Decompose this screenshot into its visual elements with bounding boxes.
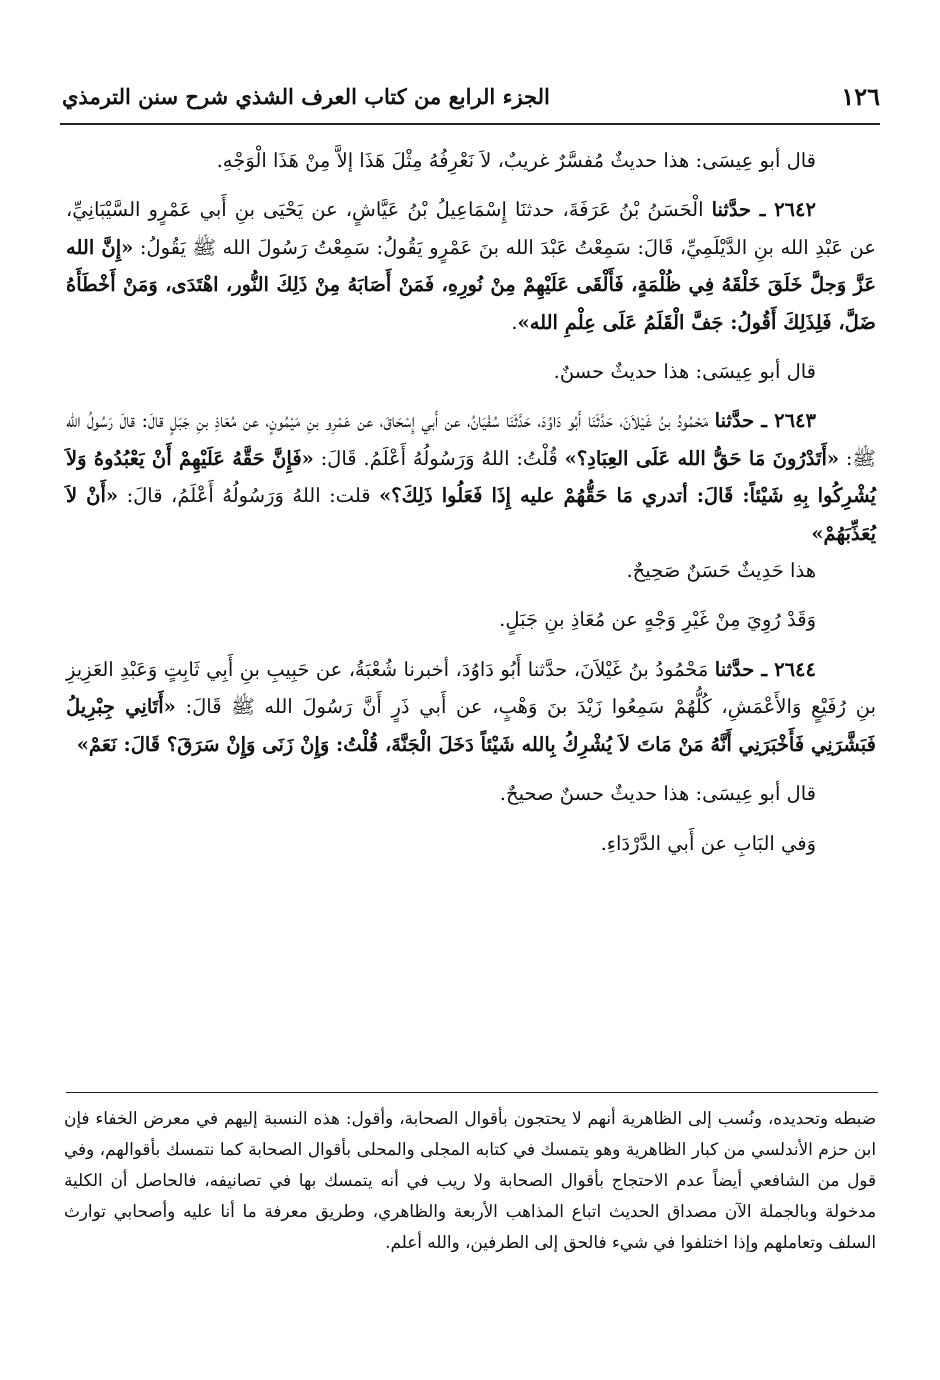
footnote-divider (66, 1092, 878, 1093)
footnote: ضبطه وتحديده، ونُسب إلى الظاهرية أنهم لا يحتجون بأقوال الصحابة، وأقول: هذه النسبة إليهم في معرض الخفاء فإن ابن حزم الأندلسي من كبار الظاهرية وهو يتمسك في كتابه المجلى والمحلى بأقوال الصحابة كما نتمسك بأقوالهم، وفي قول من الشافعي أيضاً عدم الاحتجاج بأقوال الصحابة ولا ريب في أنه يتمسك بها في تصانيفه، فالحاصل أن الكلية مدخولة وبالجملة الآن مصداق الحديث اتباع المذاهب الأربعة والظاهري، وطريق معرفة ما أنا عليه وأصحابي توارث السلف وتعاملهم وإذا اختلفوا في شيء فالحق إلى الطرفين، والله أعلم. (64, 1108, 876, 1252)
hadith-text: مَحْمُودُ بنُ غَيْلاَنَ، حدَّثنا أَبُو دَاوُدَ، أخبرنا شُعْبَةُ، عن حَبِيبِ بنِ أَبِي ثَابِتٍ وَعَبْدِ العَزِيزِ بنِ رُفَيْعٍ وَالأَعْمَشِ، كُلُّهُمْ سَمِعُوا زَيْدَ بنَ وَهْبٍ، عن أَبي ذَرٍ أَنَّ رَسُولَ الله ﷺ قَالَ: (66, 657, 876, 719)
hadith-text: . (511, 310, 518, 334)
paragraph-comment-2: قال أبو عِيسَى: هذا حديثٌ حسنٌ. (553, 360, 816, 384)
hadith-matn: «فَإِنَّ حَقَّهُ عَلَيْهِمْ أَنْ يَعْبُدُوهُ وَلاَ يُشْرِكُوا بِهِ شَيْئاً: قَالَ: أتدري مَا حَقُّهُمْ عليه إِذَا فَعَلُوا ذَلِكَ؟» (66, 446, 876, 508)
paragraph-grading: هذا حَدِيثٌ حَسَنٌ صَحِيحٌ. (626, 559, 816, 583)
hadith-number: ٢٦٤٣ ـ حدَّثنا (714, 409, 816, 433)
paragraph-comment-1: قال أبو عِيسَى: هذا حديثٌ مُفسَّرٌ غريبٌ، لاَ نَعْرِفُهُ مِثْلَ هَذَا إلاَّ مِنْ هَذَا الْوَجْهِ. (216, 149, 816, 172)
running-title: الجزء الرابع من كتاب العرف الشذي شرح سنن الترمذي (62, 84, 550, 109)
hadith-matn: «إِنَّ الله عَزَّ وَجلَّ خَلَقَ خَلْقَهُ فِي ظُلْمَةٍ، فَأَلْقَى عَلَيْهِمْ مِنْ نُورِهِ، فَمَنْ أَصَابَهُ مِنْ ذَلِكَ النُّور، اهْتَدَى، وَمَنْ أَخْطَأَهُ ضَلَّ، فَلِذَلِكَ أَقُولُ: جَفَّ الْقَلَمُ عَلَى عِلْمِ الله» (66, 235, 876, 334)
hadith-text: مَحْمُودُ بنُ غَيْلاَنَ، حَدَّثَنَا أَبُو دَاوُدَ، حَدَّثَنَا سُفْيَانُ، عن أَبي إِسْحَاقَ، عن عَمْرِو بنِ مَيْمُونٍ، عن مُعَاذِ بنِ جَبَلٍ قالَ: قالَ رَسُولُ الله ﷺ: (66, 409, 876, 470)
header-divider (60, 123, 880, 125)
hadith-2644 (66, 651, 876, 763)
page-header (60, 78, 880, 118)
page-number: ١٢٦ (841, 82, 880, 111)
hadith-2642 (66, 191, 876, 341)
paragraph-chapter-note: وَفي البَابِ عن أَبي الدَّرْدَاءِ. (600, 831, 816, 855)
hadith-matn: «أَنْ لاَ يُعَذِّبَهُمْ» (66, 484, 876, 545)
paragraph-other-routes: وَقَدْ رُوِيَ مِنْ غَيْرِ وَجْهٍ عن مُعَاذِ بنِ جَبَلٍ. (499, 608, 816, 632)
hadith-2643 (66, 402, 876, 552)
hadith-number: ٢٦٤٤ ـ حدَّثنا (714, 657, 816, 681)
hadith-number: ٢٦٤٢ ـ حدَّثنا (711, 198, 816, 222)
hadith-matn: «أَتَدْرُونَ مَا حَقُّ الله عَلَى العِبَادِ؟» (564, 446, 840, 470)
hadith-matn: «أَتَانِي جِبْرِيلُ فَبَشَّرَنِي فَأَخْبَرَنِي أَنَّهُ مَنْ مَاتَ لاَ يُشْرِكُ بِالله شَيْئاً دَخَلَ الْجَنَّةَ، قُلْتُ: وَإِنْ زَنَى وَإِنْ سَرَقَ؟ قَالَ: نَعَمْ» (66, 695, 876, 756)
paragraph-comment-3: قال أبو عِيسَى: هذا حديثٌ حسنٌ صحيحٌ. (499, 782, 816, 806)
hadith-text: قُلْتُ: اللهُ وَرَسُولُهُ أَعْلَمُ. قَالَ: (313, 446, 565, 470)
hadith-text: قلت: اللهُ وَرَسُولُهُ أَعْلَمُ، قالَ: (118, 484, 380, 508)
hadith-text: الْحَسَنُ بْنُ عَرَفَةَ، حدثنَا إِسْمَاعِيلُ بْنُ عَيَّاشٍ، عن يَحْيَى بنِ أَبي عَمْرٍو السَّيْبَانِيِّ، عن عَبْدِ الله بنِ الدَّيْلَمِيِّ، قَالَ: سَمِعْتُ عَبْدَ الله بنَ عَمْرٍو يَقُولُ: سَمِعْتُ رَسُولَ الله ﷺ يَقُولُ: (66, 198, 876, 259)
main-text (66, 142, 876, 874)
